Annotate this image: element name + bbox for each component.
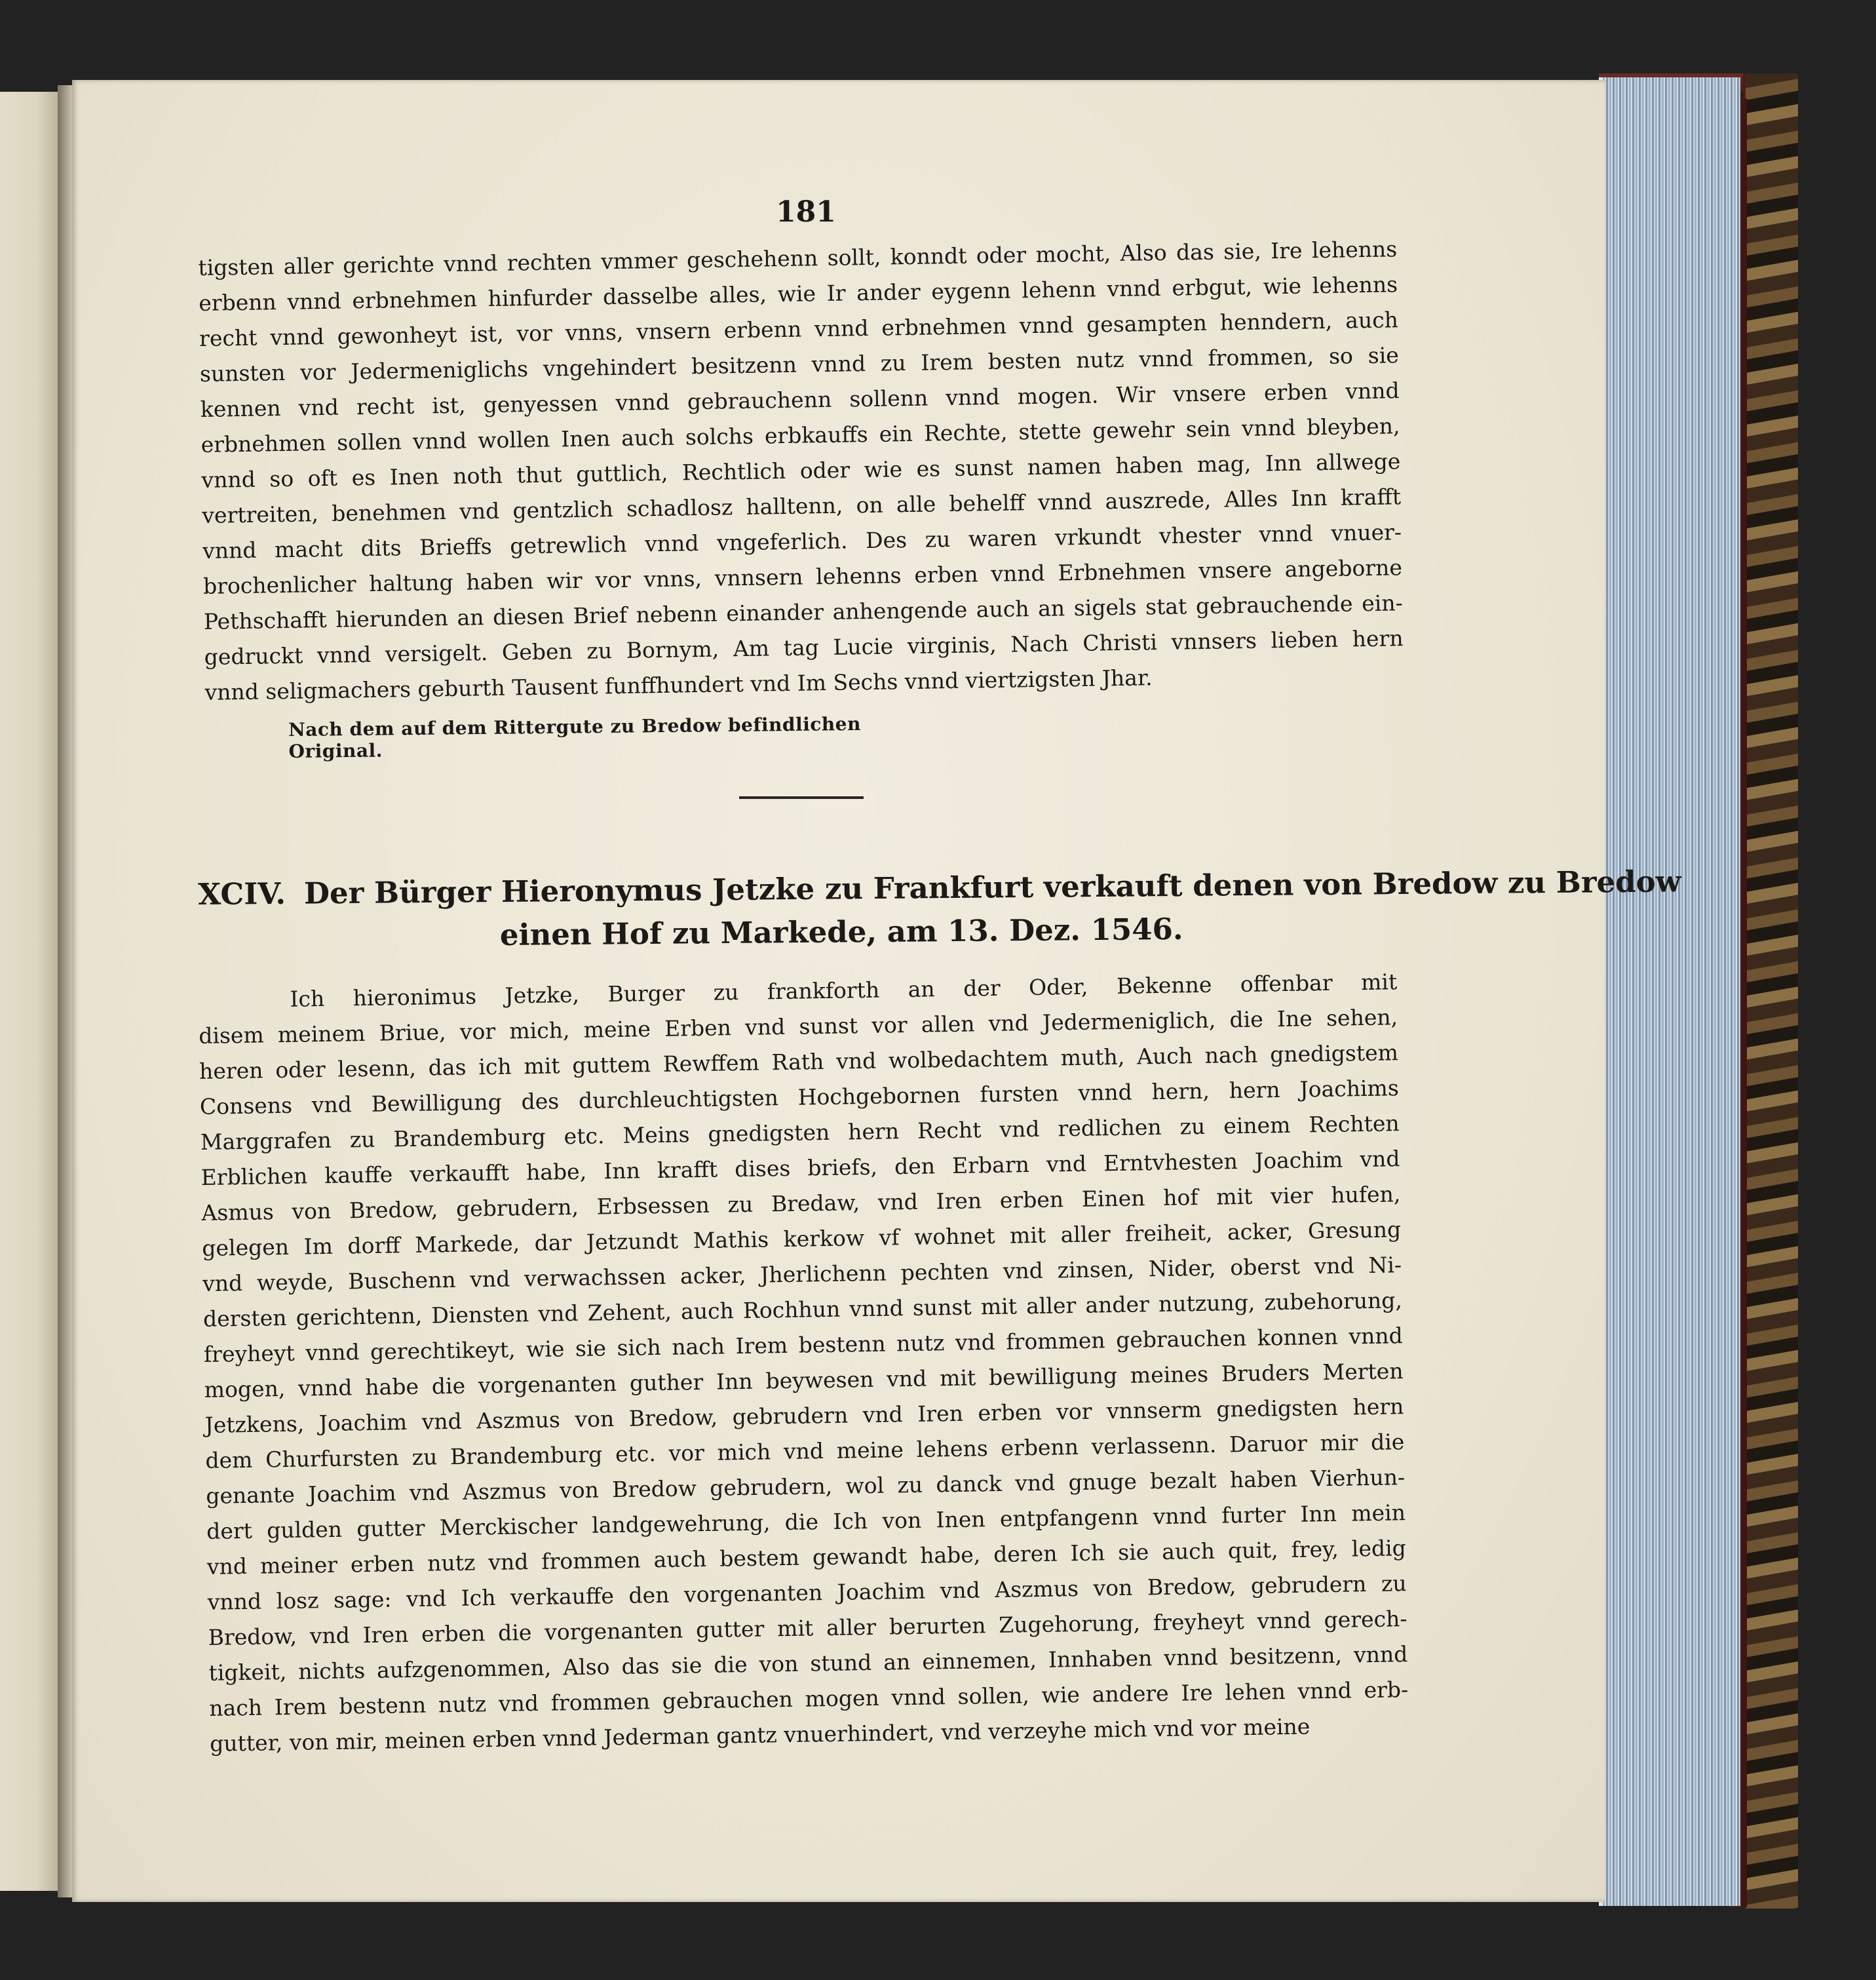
document-number: XCIV. xyxy=(198,876,286,912)
text-line: gelegen Im dorff Markede, dar Jetzundt Mathis kerkow vf wohnet mit aller freiheit, acker, Gresung xyxy=(202,1216,1402,1261)
text-line: dem Churfursten zu Brandemburg etc. vor mich vnd meine lehens erbenn verlassenn. Daruor mir die xyxy=(205,1429,1405,1473)
text-line: tigsten aller gerichte vnnd rechten vmmer geschehenn sollt, konndt oder mocht, Also das sie, Ire lehenns xyxy=(198,236,1398,281)
page-number: 181 xyxy=(776,195,836,229)
text-line: Marggrafen zu Brandemburg etc. Meins gnedigsten hern Recht vnd redlichen zu einem Rechten xyxy=(200,1110,1400,1155)
text-line: vnnd losz sage: vnd Ich verkauffe den vorgenanten Joachim vnd Aszmus von Bredow, gebrudern zu xyxy=(207,1570,1407,1615)
text-line: vnnd macht dits Brieffs getrewlich vnnd vngeferlich. Des zu waren vrkundt vhester vnnd vnuer- xyxy=(202,519,1402,564)
text-line: vnnd so oft es Inen noth thut guttlich, Rechtlich oder wie es sunst namen haben mag, Inn allwege xyxy=(201,448,1401,493)
text-line: genante Joachim vnd Aszmus von Bredow gebrudern, wol zu danck vnd gnuge bezalt haben Vierhun- xyxy=(205,1464,1406,1509)
text-line: Pethschafft hierunden an diesen Brief nebenn einander anhengende auch an sigels stat gebrauchende ein- xyxy=(203,590,1403,634)
text-line: heren oder lesenn, das ich mit guttem Rewffem Rath vnd wolbedachtem muth, Auch nach gnedigstem xyxy=(199,1039,1399,1084)
text-line: Erblichen kauffe verkaufft habe, Inn krafft dises briefs, den Erbarn vnd Erntvhesten Joachim vnd xyxy=(201,1146,1400,1190)
text-line: vnd weyde, Buschenn vnd verwachssen acker, Jherlichenn pechten vnd zinsen, Nider, oberst vnd Ni- xyxy=(202,1252,1402,1296)
text-line: erbnehmen sollen vnnd wollen Inen auch solchs erbkauffs ein Rechte, stette gewehr sein vnnd bleyben, xyxy=(201,413,1400,457)
text-line: mogen, vnnd habe die vorgenanten guther Inn beywesen vnd mit bewilligung meines Bruders Merten xyxy=(204,1358,1404,1403)
text-line: Asmus von Bredow, gebrudern, Erbsessen zu Bredaw, vnd Iren erben Einen hof mit vier hufen, xyxy=(201,1181,1401,1226)
document-body xyxy=(198,964,1409,1762)
marbled-cover xyxy=(1743,73,1798,1909)
section-divider xyxy=(739,796,864,799)
text-line: tigkeit, nichts aufzgenommen, Also das sie die von stund an einnemen, Innhaben vnnd besitzenn, vnnd xyxy=(208,1641,1408,1686)
left-page-edge xyxy=(0,92,62,1891)
text-line: brochenlicher haltung haben wir vor vnns, vnnsern lehenns erben vnnd Erbnehmen vnsere angeborne xyxy=(202,554,1403,599)
text-line: gedruckt vnnd versigelt. Geben zu Bornym, Am tag Lucie virginis, Nach Christi vnnsers lieben hern xyxy=(204,625,1404,670)
text-line: erbenn vnnd erbnehmen hinfurder dasselbe alles, wie Ir ander eygenn lehenn vnnd erbgut, wie lehenns xyxy=(198,271,1398,316)
text-line: dersten gerichtenn, Diensten vnd Zehent, auch Rochhun vnnd sunst mit aller ander nutzung, zubehorung, xyxy=(202,1287,1403,1332)
text-line: kennen vnd recht ist, genyessen vnnd gebrauchenn sollenn vnnd mogen. Wir vnsere erben vnnd xyxy=(200,378,1400,422)
text-line: Ich hieronimus Jetzke, Burger zu frankforth an der Oder, Bekenne offenbar mit xyxy=(290,969,1398,1012)
paragraph-continued xyxy=(198,231,1404,710)
text-line: dert gulden gutter Merckischer landgewehrung, die Ich von Inen entpfangenn vnnd furter Inn mein xyxy=(206,1500,1406,1544)
document-heading xyxy=(198,863,1681,960)
text-line: Consens vnd Bewilligung des durchleuchtigsten Hochgebornen fursten vnnd hern, hern Joachims xyxy=(199,1075,1400,1119)
page-block-edges xyxy=(1599,77,1740,1906)
source-note: Nach dem auf dem Rittergute zu Bredow befindlichen Original. xyxy=(288,712,862,762)
text-line: vertreiten, benehmen vnd gentzlich schadlosz halltenn, on alle behelff vnnd auszrede, Alles Inn krafft xyxy=(202,484,1402,528)
text-line: disem meinem Briue, vor mich, meine Erben vnd sunst vor allen vnd Jedermeniglich, die Ine sehen, xyxy=(198,1004,1398,1049)
text-line: vnd meiner erben nutz vnd frommen auch bestem gewandt habe, deren Ich sie auch quit, frey, ledig xyxy=(206,1535,1407,1580)
text-line: recht vnnd gewonheyt ist, vor vnns, vnsern erbenn vnnd erbnehmen vnnd gesampten henndern, auch xyxy=(199,307,1399,351)
text-line: vnnd seligmachers geburth Tausent funffhundert vnd Im Sechs vnnd viertzigsten Jhar. xyxy=(204,665,1153,705)
text-line: freyheyt vnnd gerechtikeyt, wie sie sich nach Irem bestenn nutz vnd frommen gebrauchen konnen vnnd xyxy=(203,1323,1403,1367)
text-line: Bredow, vnd Iren erben die vorgenanten gutter mit aller berurten Zugehorung, freyheyt vnnd gerech- xyxy=(208,1606,1407,1650)
text-line: gutter, von mir, meinen erben vnnd Jederman gantz vnuerhindert, vnd verzeyhe mich vnd vor meine xyxy=(209,1713,1311,1757)
heading-line-2: einen Hof zu Markede, am 13. Dez. 1546. xyxy=(499,911,1183,952)
text-line: nach Irem bestenn nutz vnd frommen gebrauchen mogen vnnd sollen, wie andere Ire lehen vnnd erb- xyxy=(209,1677,1409,1721)
text-line: sunsten vor Jedermeniglichs vngehindert besitzenn vnnd zu Irem besten nutz vnnd frommen, so sie xyxy=(199,342,1400,387)
text-line: Jetzkens, Joachim vnd Aszmus von Bredow, gebrudern vnd Iren erben vor vnnserm gnedigsten hern xyxy=(204,1393,1404,1438)
book-gutter xyxy=(58,85,73,1897)
heading-line-1: Der Bürger Hieronymus Jetzke zu Frankfurt verkauft denen von Bredow zu Bredow xyxy=(303,864,1681,911)
